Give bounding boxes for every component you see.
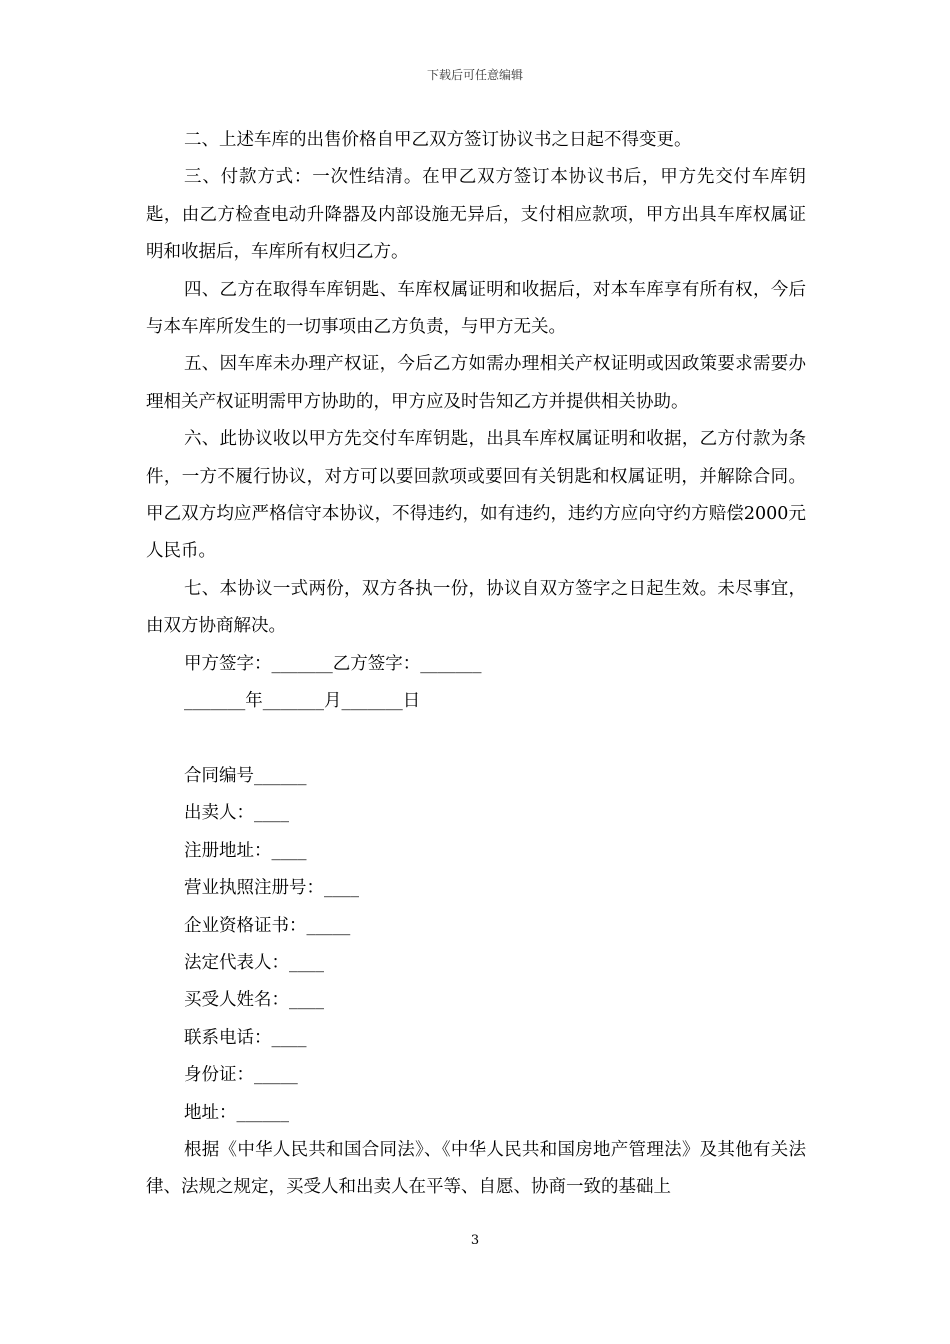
- signature-line: 甲方签字：_______乙方签字：_______: [184, 653, 482, 674]
- clause-2: 二、上述车库的出售价格自甲乙双方签订协议书之日起不得变更。: [184, 130, 692, 150]
- field-registered-address: 注册地址：____: [184, 840, 307, 861]
- document-body: [146, 122, 806, 1207]
- field-phone: 联系电话：____: [184, 1027, 307, 1048]
- signature-date: _______年_______月_______日: [184, 691, 421, 712]
- spacer: [146, 721, 806, 758]
- field-legal-representative: 法定代表人：____: [184, 952, 324, 973]
- clause-6-breach: 六、此协议收以甲方先交付车库钥匙，出具车库权属证明和收据，乙方付款为条件，一方不履行协议，对方可以要回款项或要回有关钥匙和权属证明，并解除合同。甲乙双方均应严格信守本协议，不得违约，如有违约，违约方应向守约方赔偿2000元人民币。: [146, 429, 806, 562]
- field-address: 地址：______: [184, 1102, 289, 1123]
- page-header-note: 下载后可任意编辑: [426, 68, 523, 82]
- field-qualification-certificate: 企业资格证书：_____: [184, 915, 351, 936]
- field-id-card: 身份证：_____: [184, 1065, 298, 1086]
- field-seller: 出卖人：____: [184, 803, 289, 824]
- clause-5-title-certificate: 五、因车库未办理产权证，今后乙方如需办理相关产权证明或因政策要求需要办理相关产权证明需甲方协助的，甲方应及时告知乙方并提供相关协助。: [146, 354, 806, 412]
- field-business-license: 营业执照注册号：____: [184, 878, 359, 899]
- closing-paragraph: 根据《中华人民共和国合同法》、《中华人民共和国房地产管理法》及其他有关法律、法规之规定，买受人和出卖人在平等、自愿、协商一致的基础上: [146, 1139, 806, 1198]
- field-contract-number: 合同编号______: [184, 765, 307, 786]
- clause-7-copies: 七、本协议一式两份，双方各执一份，协议自双方签字之日起生效。未尽事宜，由双方协商解决。: [146, 578, 806, 637]
- page-number: 3: [470, 1233, 480, 1248]
- field-buyer-name: 买受人姓名：____: [184, 990, 324, 1011]
- clause-4-ownership: 四、乙方在取得车库钥匙、车库权属证明和收据后，对本车库享有所有权，今后与本车库所发生的一切事项由乙方负责，与甲方无关。: [146, 279, 806, 338]
- clause-3-payment: 三、付款方式：一次性结清。在甲乙双方签订本协议书后，甲方先交付车库钥匙，由乙方检查电动升降器及内部设施无异后，支付相应款项，甲方出具车库权属证明和收据后，车库所有权归乙方。: [146, 167, 806, 263]
